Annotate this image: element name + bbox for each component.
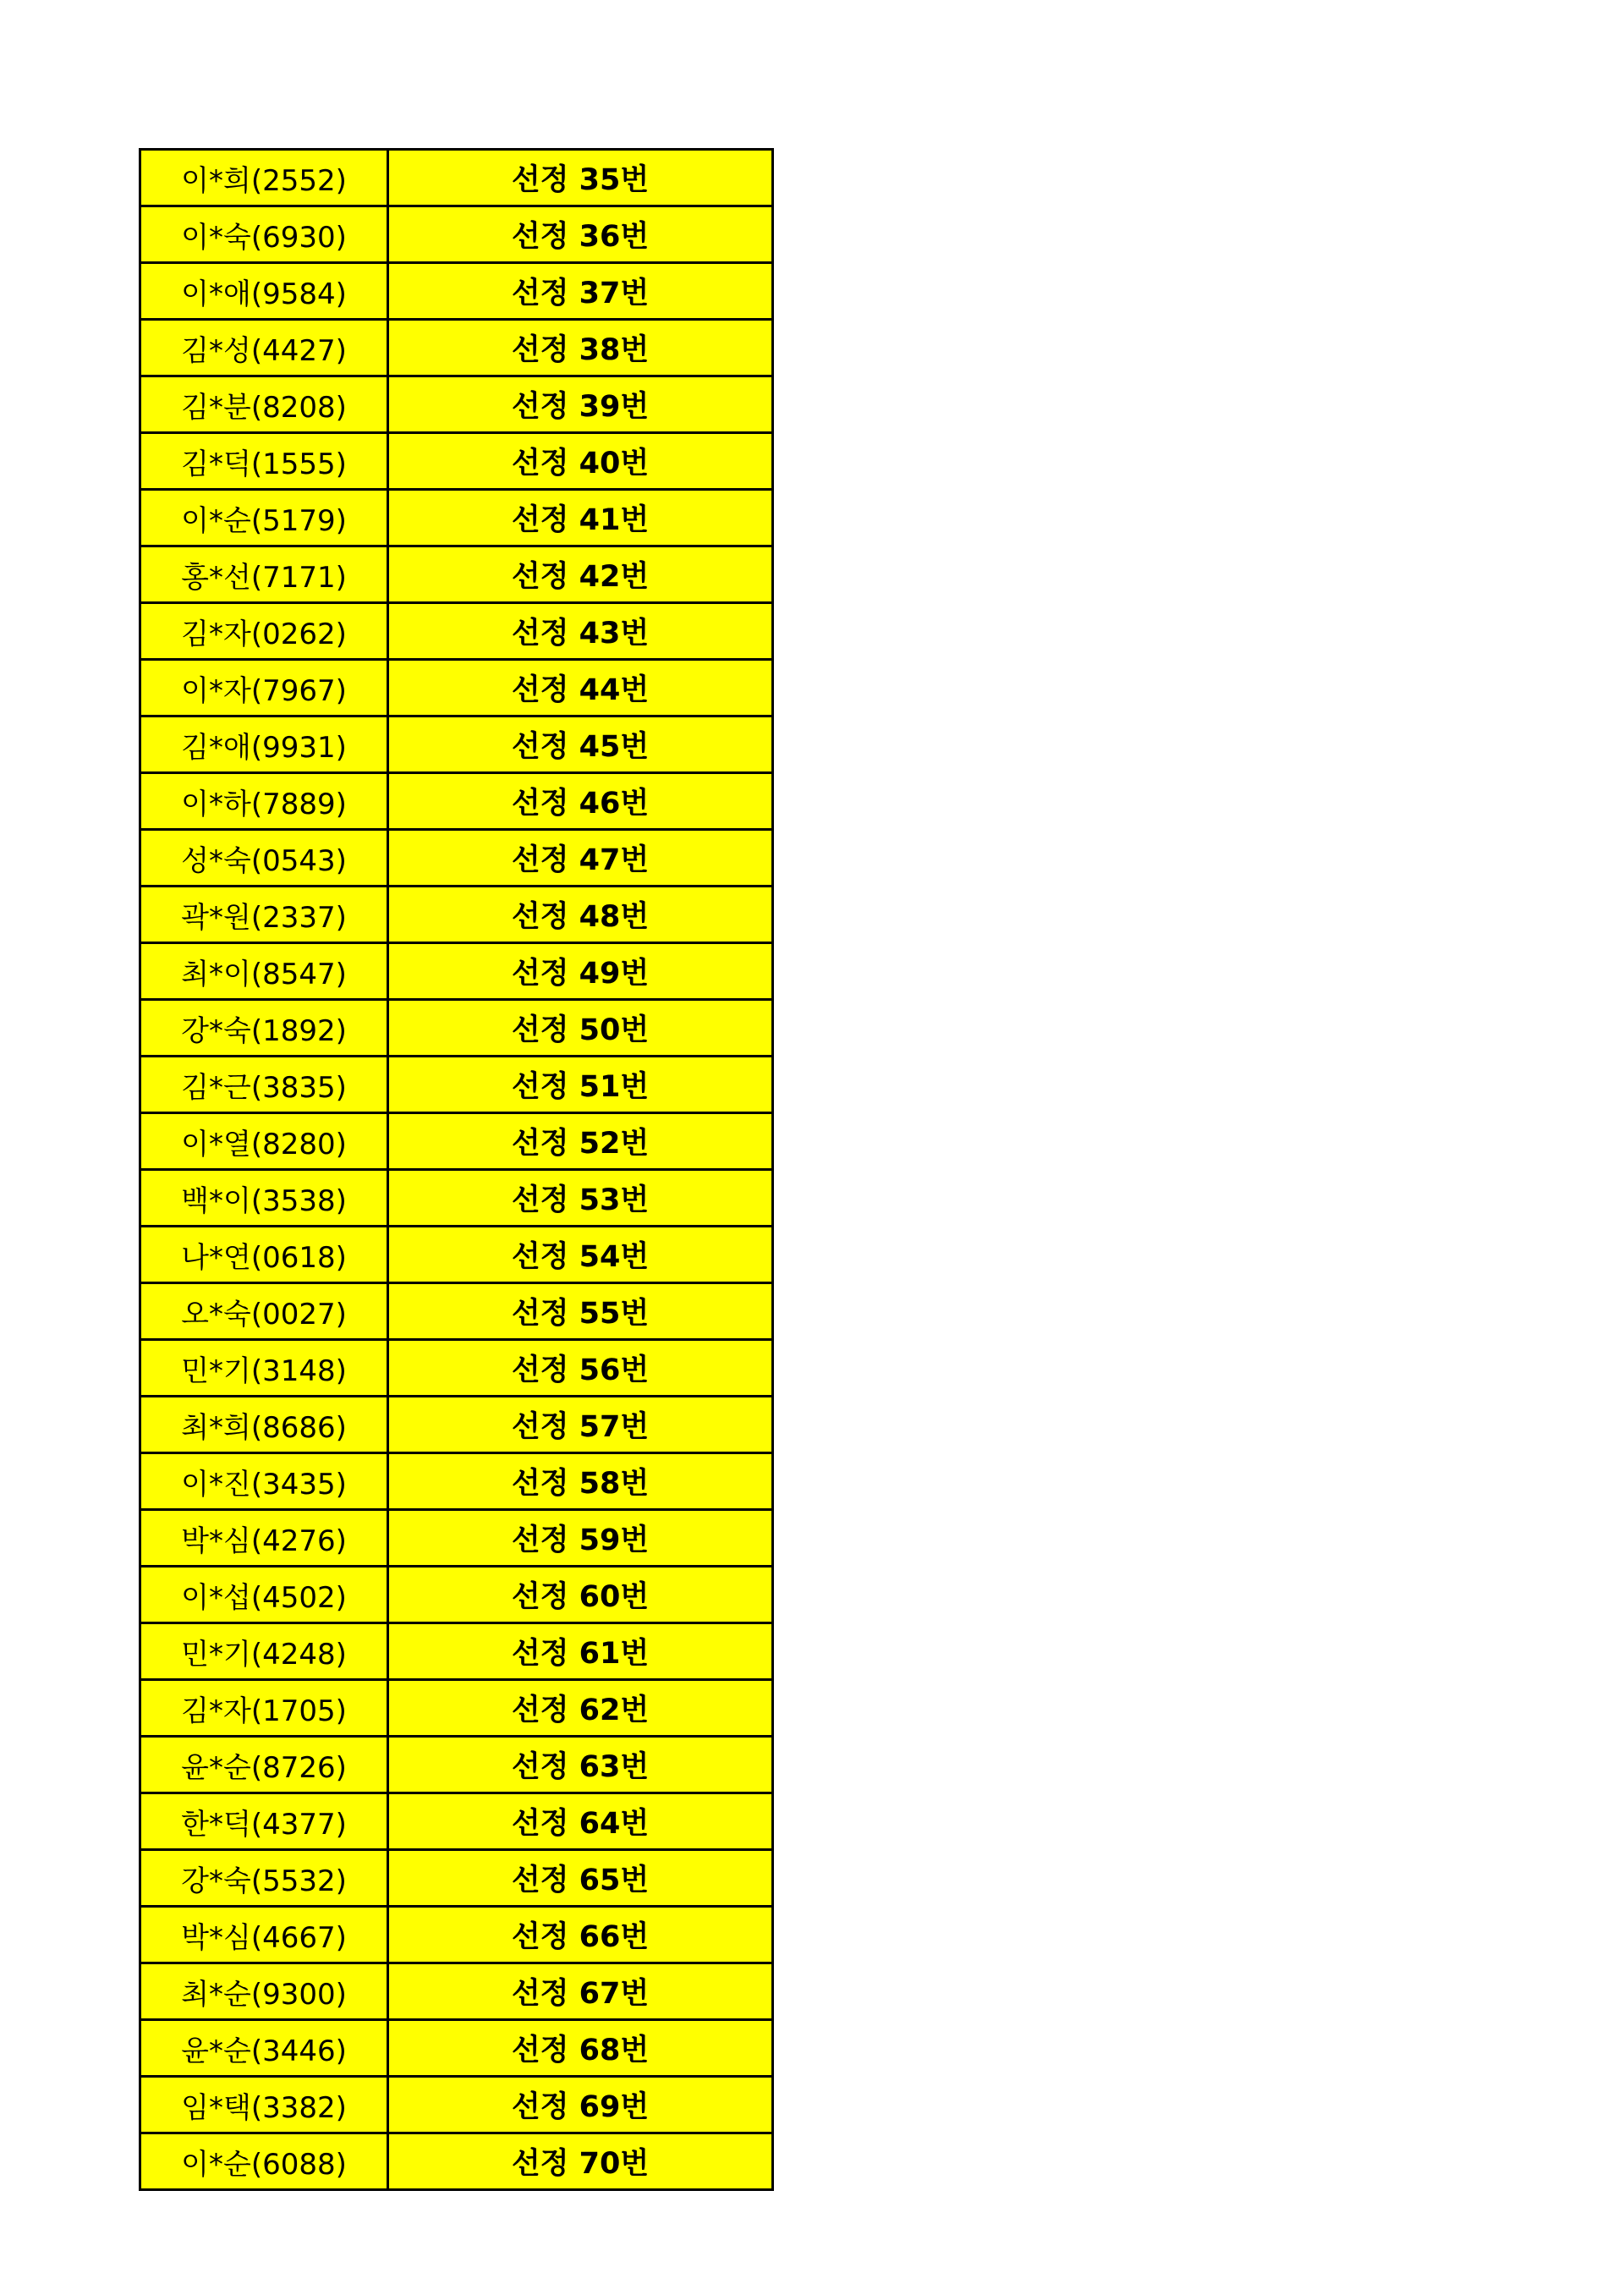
- applicant-name-cell: 민*기(3148): [140, 1340, 388, 1397]
- applicant-name-cell: 강*숙(1892): [140, 1000, 388, 1057]
- applicant-name-cell: 오*숙(0027): [140, 1283, 388, 1340]
- selection-result-cell: 선정 40번: [388, 433, 773, 490]
- selection-result-cell: 선정 60번: [388, 1567, 773, 1623]
- applicant-name-cell: 이*희(2552): [140, 150, 388, 206]
- table-row: [140, 1340, 773, 1397]
- table-row: [140, 1737, 773, 1793]
- table-row: [140, 830, 773, 887]
- applicant-name-cell: 이*섭(4502): [140, 1567, 388, 1623]
- applicant-name-cell: 이*순(6088): [140, 2133, 388, 2190]
- selection-result-cell: 선정 56번: [388, 1340, 773, 1397]
- selection-result-cell: 선정 53번: [388, 1170, 773, 1227]
- selection-result-cell: 선정 37번: [388, 263, 773, 320]
- applicant-name-cell: 강*숙(5532): [140, 1850, 388, 1907]
- selection-result-cell: 선정 65번: [388, 1850, 773, 1907]
- table-row: [140, 1907, 773, 1963]
- table-row: [140, 1453, 773, 1510]
- table-row: [140, 1850, 773, 1907]
- table-row: [140, 887, 773, 943]
- table-row: [140, 1623, 773, 1680]
- table-row: [140, 433, 773, 490]
- applicant-name-cell: 최*이(8547): [140, 943, 388, 1000]
- selection-result-cell: 선정 51번: [388, 1057, 773, 1113]
- selection-result-cell: 선정 47번: [388, 830, 773, 887]
- applicant-name-cell: 최*희(8686): [140, 1397, 388, 1453]
- selection-result-cell: 선정 57번: [388, 1397, 773, 1453]
- selection-result-cell: 선정 59번: [388, 1510, 773, 1567]
- selection-result-cell: 선정 69번: [388, 2077, 773, 2133]
- applicant-name-cell: 윤*순(8726): [140, 1737, 388, 1793]
- applicant-name-cell: 한*덕(4377): [140, 1793, 388, 1850]
- selection-result-cell: 선정 52번: [388, 1113, 773, 1170]
- selection-result-cell: 선정 42번: [388, 546, 773, 603]
- selection-result-cell: 선정 49번: [388, 943, 773, 1000]
- applicant-name-cell: 홍*선(7171): [140, 546, 388, 603]
- applicant-name-cell: 박*심(4276): [140, 1510, 388, 1567]
- applicant-name-cell: 이*자(7967): [140, 660, 388, 717]
- applicant-name-cell: 최*순(9300): [140, 1963, 388, 2020]
- selection-result-cell: 선정 41번: [388, 490, 773, 546]
- table-row: [140, 1227, 773, 1283]
- applicant-name-cell: 김*자(1705): [140, 1680, 388, 1737]
- table-row: [140, 206, 773, 263]
- table-row: [140, 320, 773, 376]
- applicant-name-cell: 이*열(8280): [140, 1113, 388, 1170]
- selection-result-cell: 선정 58번: [388, 1453, 773, 1510]
- applicant-name-cell: 이*진(3435): [140, 1453, 388, 1510]
- table-row: [140, 1793, 773, 1850]
- applicant-name-cell: 성*숙(0543): [140, 830, 388, 887]
- table-row: [140, 1057, 773, 1113]
- selection-result-cell: 선정 70번: [388, 2133, 773, 2190]
- applicant-name-cell: 곽*원(2337): [140, 887, 388, 943]
- selection-result-cell: 선정 68번: [388, 2020, 773, 2077]
- table-row: [140, 490, 773, 546]
- table-row: [140, 2020, 773, 2077]
- table-row: [140, 1113, 773, 1170]
- table-body: [140, 150, 773, 2190]
- applicant-name-cell: 윤*순(3446): [140, 2020, 388, 2077]
- selection-result-cell: 선정 45번: [388, 717, 773, 773]
- selection-result-cell: 선정 61번: [388, 1623, 773, 1680]
- selection-result-cell: 선정 38번: [388, 320, 773, 376]
- table-row: [140, 2133, 773, 2190]
- table-row: [140, 150, 773, 206]
- selection-result-cell: 선정 44번: [388, 660, 773, 717]
- applicant-name-cell: 김*분(8208): [140, 376, 388, 433]
- table-row: [140, 546, 773, 603]
- table-row: [140, 717, 773, 773]
- applicant-name-cell: 민*기(4248): [140, 1623, 388, 1680]
- table-row: [140, 1170, 773, 1227]
- applicant-name-cell: 백*이(3538): [140, 1170, 388, 1227]
- selection-result-cell: 선정 43번: [388, 603, 773, 660]
- applicant-name-cell: 박*심(4667): [140, 1907, 388, 1963]
- applicant-name-cell: 김*자(0262): [140, 603, 388, 660]
- table-row: [140, 660, 773, 717]
- applicant-name-cell: 이*숙(6930): [140, 206, 388, 263]
- selection-result-cell: 선정 35번: [388, 150, 773, 206]
- table-row: [140, 1283, 773, 1340]
- selection-result-cell: 선정 39번: [388, 376, 773, 433]
- selection-result-cell: 선정 36번: [388, 206, 773, 263]
- table-row: [140, 1510, 773, 1567]
- selection-result-cell: 선정 55번: [388, 1283, 773, 1340]
- applicant-name-cell: 이*순(5179): [140, 490, 388, 546]
- applicant-name-cell: 이*하(7889): [140, 773, 388, 830]
- applicant-name-cell: 나*연(0618): [140, 1227, 388, 1283]
- table-row: [140, 1000, 773, 1057]
- table-row: [140, 2077, 773, 2133]
- table-row: [140, 263, 773, 320]
- table-row: [140, 1963, 773, 2020]
- selection-result-cell: 선정 54번: [388, 1227, 773, 1283]
- selection-result-cell: 선정 48번: [388, 887, 773, 943]
- table-row: [140, 943, 773, 1000]
- table-row: [140, 603, 773, 660]
- selection-result-cell: 선정 50번: [388, 1000, 773, 1057]
- table-row: [140, 376, 773, 433]
- applicant-name-cell: 김*애(9931): [140, 717, 388, 773]
- applicant-name-cell: 임*택(3382): [140, 2077, 388, 2133]
- table-row: [140, 1397, 773, 1453]
- applicant-name-cell: 김*덕(1555): [140, 433, 388, 490]
- table-row: [140, 1680, 773, 1737]
- table-row: [140, 1567, 773, 1623]
- selection-result-cell: 선정 46번: [388, 773, 773, 830]
- selection-result-cell: 선정 64번: [388, 1793, 773, 1850]
- applicant-name-cell: 이*애(9584): [140, 263, 388, 320]
- applicant-name-cell: 김*근(3835): [140, 1057, 388, 1113]
- selection-result-cell: 선정 66번: [388, 1907, 773, 1963]
- applicant-name-cell: 김*성(4427): [140, 320, 388, 376]
- selection-result-cell: 선정 62번: [388, 1680, 773, 1737]
- selection-result-cell: 선정 67번: [388, 1963, 773, 2020]
- selection-results-table: [139, 148, 774, 2191]
- selection-result-cell: 선정 63번: [388, 1737, 773, 1793]
- table-row: [140, 773, 773, 830]
